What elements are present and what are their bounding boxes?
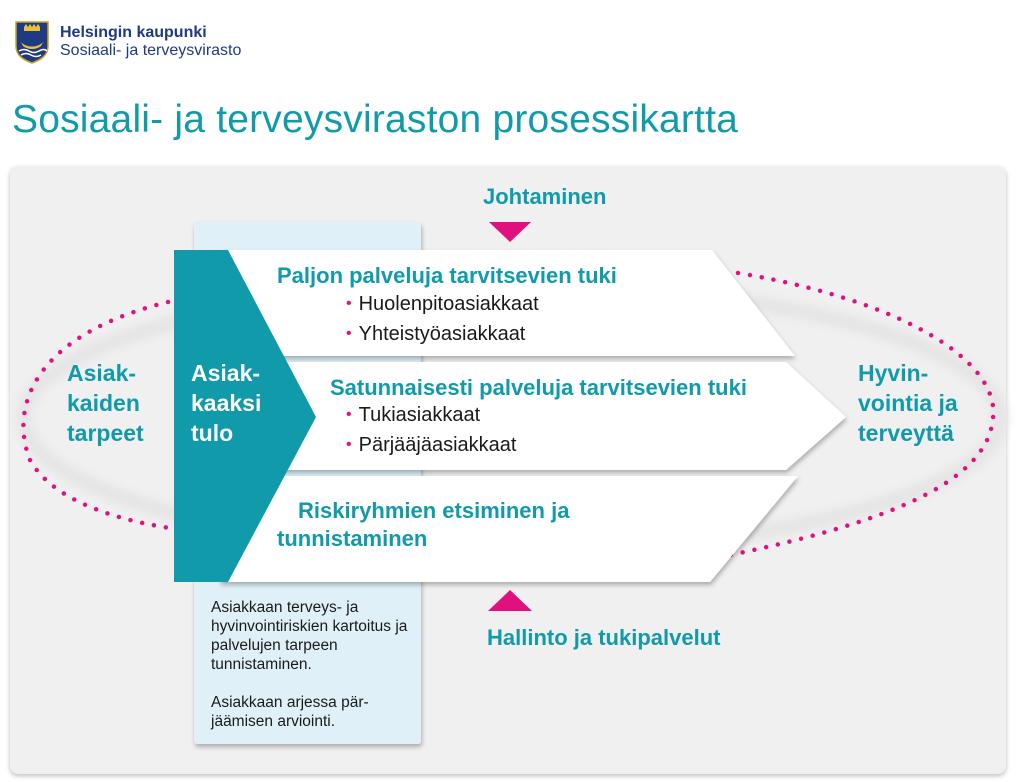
bullet-dot-icon: • bbox=[346, 295, 352, 312]
list-item: • Huolenpitoasiakkaat bbox=[346, 293, 539, 315]
management-label: Johtaminen bbox=[483, 184, 607, 209]
support-services-label: Hallinto ja tukipalvelut bbox=[487, 625, 721, 650]
list-item: • Yhteistyöasiakkaat bbox=[346, 323, 526, 345]
intake-label: Asiak- kaaksi tulo bbox=[191, 360, 262, 446]
stage-bullets-occasional bbox=[346, 401, 516, 461]
page-title: Sosiaali- ja terveysviraston prosessikartta bbox=[12, 98, 739, 141]
management-arrow-icon bbox=[489, 222, 531, 242]
bullet-dot-icon: • bbox=[346, 406, 352, 423]
department-name: Sosiaali- ja terveysvirasto bbox=[60, 42, 242, 59]
stage-title-risk-groups: Riskiryhmien etsiminen ja tunnistaminen bbox=[277, 498, 570, 551]
intake-note bbox=[211, 598, 411, 750]
stage-bullets-high-need bbox=[346, 290, 539, 350]
list-item: • Pärjääjäasiakkaat bbox=[346, 434, 517, 456]
bullet-dot-icon: • bbox=[346, 436, 352, 453]
stage-title-high-need: Paljon palveluja tarvitsevien tuki bbox=[277, 263, 617, 288]
bullet-dot-icon: • bbox=[346, 325, 352, 342]
support-arrow-icon bbox=[488, 590, 532, 611]
organization-name: Helsingin kaupunki bbox=[60, 24, 207, 41]
intake-note-paragraph: Asiakkaan terveys- ja hyvinvointiriskien kartoitus ja palvelujen tarpeen tunnistaminen. bbox=[211, 599, 408, 673]
customer-needs-label: Asiak- kaiden tarpeet bbox=[67, 360, 144, 446]
wellbeing-label: Hyvin- vointia ja terveyttä bbox=[858, 360, 958, 446]
stage-title-occasional: Satunnaisesti palveluja tarvitsevien tuki bbox=[330, 375, 747, 400]
list-item: • Tukiasiakkaat bbox=[346, 404, 481, 426]
intake-note-paragraph: Asiakkaan arjessa pär-jäämisen arviointi. bbox=[211, 694, 369, 730]
